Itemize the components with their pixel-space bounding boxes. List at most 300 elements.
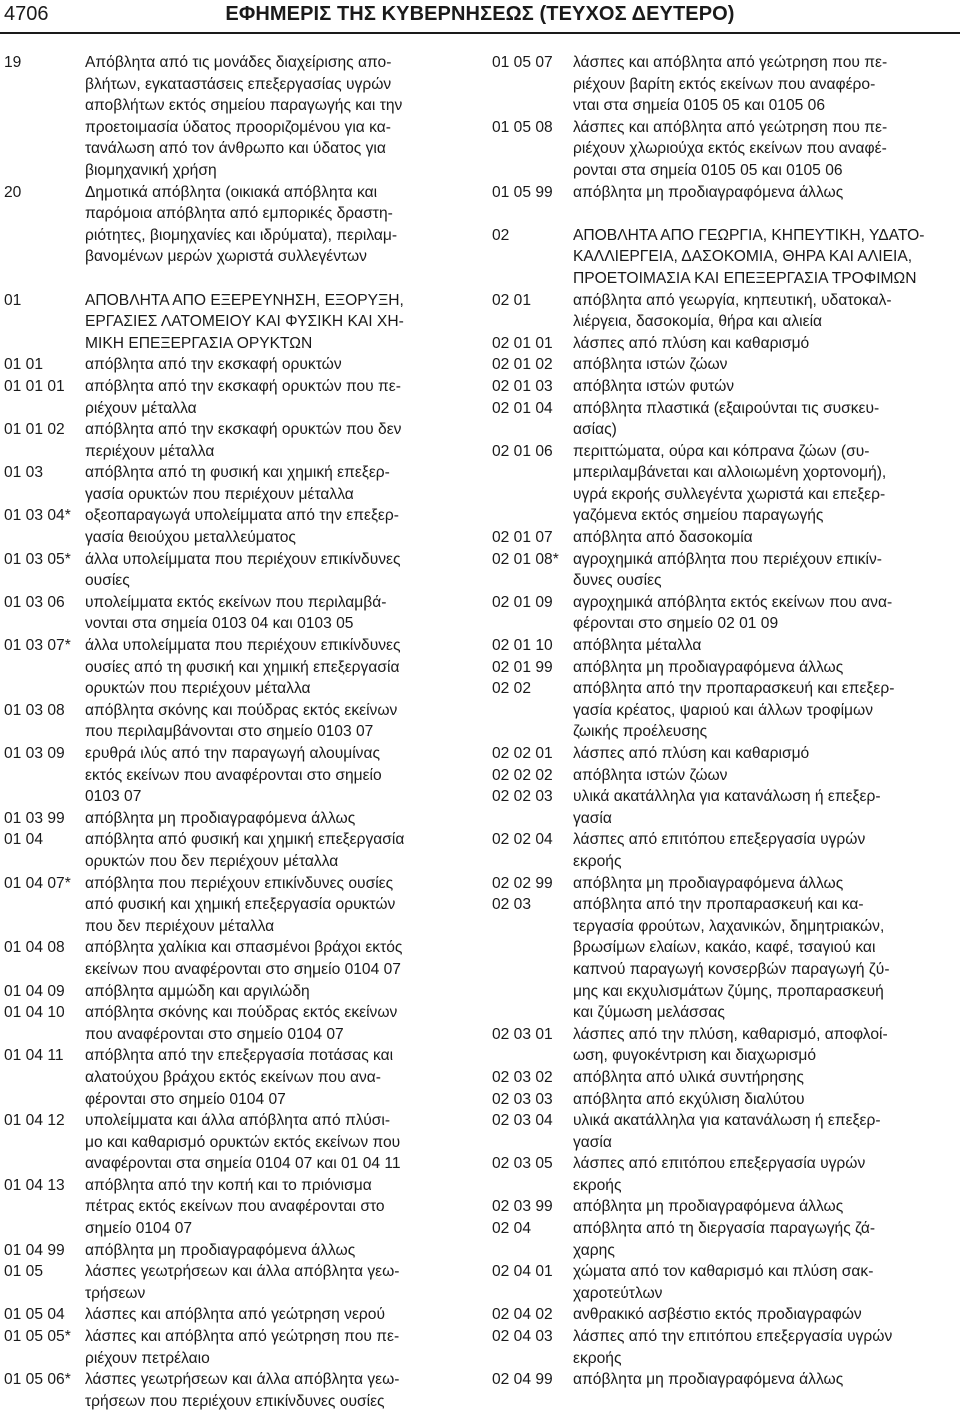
- waste-code-entry: [492, 182, 958, 204]
- description-line: τανάλωση από τον άνθρωπο και ύδατος για: [85, 140, 386, 158]
- description-line: υπολείμματα εκτός εκείνων που περιλαμβά-: [85, 593, 387, 611]
- waste-code: 01 03 99: [4, 809, 65, 827]
- waste-description: [573, 1196, 958, 1218]
- waste-description: [573, 549, 958, 592]
- waste-code-entry: [492, 635, 958, 657]
- waste-description: [85, 419, 470, 462]
- waste-code-entry: [4, 1326, 470, 1369]
- description-line: απόβλητα ιστών ζώων: [573, 766, 728, 784]
- waste-code-entry: [492, 1024, 958, 1067]
- description-line: απόβλητα σκόνης και πούδρας εκτός εκείνων: [85, 701, 398, 719]
- waste-description: [85, 937, 470, 980]
- waste-code-entry: [492, 225, 958, 290]
- waste-code: 01 05 06*: [4, 1371, 71, 1389]
- waste-code: 02 01 01: [492, 334, 553, 352]
- waste-code: 01 01 01: [4, 377, 65, 395]
- description-line: απόβλητα σκόνης και πούδρας εκτός εκείνων: [85, 1004, 398, 1022]
- waste-code: 02 03 05: [492, 1155, 553, 1173]
- description-line: απόβλητα από την εκσκαφή ορυκτών που δεν: [85, 421, 402, 439]
- description-line: απόβλητα ιστών φυτών: [573, 377, 735, 395]
- waste-description: [573, 786, 958, 829]
- waste-code-entry: [492, 1196, 958, 1218]
- waste-code-entry: [492, 1369, 958, 1391]
- description-line: εκροής: [573, 1176, 622, 1194]
- description-line: παρόμοια απόβλητα από εμπορικές δραστη-: [85, 205, 393, 223]
- waste-code: 02 04 01: [492, 1263, 553, 1281]
- description-line: βανομένων μερών χωριστά συλλεγέντων: [85, 248, 367, 266]
- description-line: ΠΡΟΕΤΟΙΜΑΣΙΑ ΚΑΙ ΕΠΕΞΕΡΓΑΣΙΑ ΤΡΟΦΙΜΩΝ: [573, 269, 917, 287]
- waste-description: [85, 1240, 470, 1262]
- waste-code: 02 02 02: [492, 766, 553, 784]
- waste-description: [573, 1304, 958, 1326]
- waste-description: [85, 700, 470, 743]
- waste-description: [573, 657, 958, 679]
- waste-code: 01 03 07*: [4, 637, 71, 655]
- waste-code: 02: [492, 226, 510, 244]
- waste-code: 02 01 10: [492, 637, 553, 655]
- description-line: φέρονται στο σημείο 0104 07: [85, 1090, 286, 1108]
- description-line: απόβλητα αμμώδη και αργιλώδη: [85, 982, 310, 1000]
- description-line: ριότητες, βιομηχανίες και ιδρύματα), περιλαμ-: [85, 226, 398, 244]
- waste-description: [85, 354, 470, 376]
- waste-code-entry: [492, 1304, 958, 1326]
- description-line: ωση, φυγοκέντριση και διαχωρισμό: [573, 1047, 817, 1065]
- waste-description: [573, 354, 958, 376]
- waste-code-entry: [4, 592, 470, 635]
- waste-code: 02 03 01: [492, 1025, 553, 1043]
- description-line: αποβλήτων εκτός σημείου παραγωγής και την: [85, 97, 403, 115]
- waste-description: [573, 1326, 958, 1369]
- description-line: ρονται στα σημεία 0105 05 και 0105 06: [573, 161, 843, 179]
- description-line: απόβλητα μη προδιαγραφόμενα άλλως: [85, 809, 356, 827]
- waste-code-entry: [4, 290, 470, 355]
- waste-description: [573, 1218, 958, 1261]
- waste-code-entry: [4, 1175, 470, 1240]
- waste-code: 01 03 08: [4, 701, 65, 719]
- waste-description: [85, 1002, 470, 1045]
- description-line: απόβλητα μη προδιαγραφόμενα άλλως: [573, 874, 844, 892]
- waste-description: [573, 1153, 958, 1196]
- description-line: λάσπες και απόβλητα από γεώτρηση νερού: [85, 1306, 385, 1324]
- waste-code-entry: [4, 873, 470, 938]
- waste-code-entry: [492, 1326, 958, 1369]
- waste-description: [573, 743, 958, 765]
- description-line: λάσπες από επιτόπου επεξεργασία υγρών: [573, 1155, 866, 1173]
- waste-code: 01 03: [4, 464, 44, 482]
- waste-code-entry: [4, 462, 470, 505]
- description-line: από φυσική και χημική επεξεργασία ορυκτών: [85, 896, 396, 914]
- waste-description: [573, 333, 958, 355]
- waste-description: [573, 1067, 958, 1089]
- description-line: λάσπες γεωτρήσεων και άλλα απόβλητα γεω-: [85, 1263, 400, 1281]
- header-rule: [0, 32, 960, 34]
- waste-code: 02 01 07: [492, 529, 553, 547]
- waste-code-entry: [4, 354, 470, 376]
- waste-description: [573, 290, 958, 333]
- description-line: ριέχουν μέταλλα: [85, 399, 197, 417]
- waste-code: 01 05 07: [492, 54, 553, 71]
- waste-description: [85, 182, 470, 268]
- description-line: δυνες ουσίες: [573, 572, 662, 590]
- waste-code-entry: [492, 354, 958, 376]
- section-spacer: [4, 268, 470, 290]
- waste-description: [85, 52, 470, 182]
- description-line: σημείο 0104 07: [85, 1220, 193, 1238]
- description-line: ριέχουν βαρίτη εκτός εκείνων που αναφέρο-: [573, 75, 876, 93]
- waste-code-entry: [4, 376, 470, 419]
- waste-description: [85, 592, 470, 635]
- waste-code: 02 02: [492, 680, 532, 698]
- waste-description: [573, 52, 958, 117]
- waste-description: [573, 592, 958, 635]
- page-number: 4706: [4, 3, 49, 25]
- description-line: απόβλητα από την εκσκαφή ορυκτών: [85, 356, 342, 374]
- waste-description: [85, 1175, 470, 1240]
- description-line: απόβλητα μέταλλα: [573, 637, 702, 655]
- waste-description: [573, 441, 958, 527]
- description-line: βλήτων, εγκαταστάσεις επεξεργασίας υγρών: [85, 75, 392, 93]
- description-line: περιέχουν μέταλλα: [85, 442, 215, 460]
- description-line: ανθρακικό ασβέστιο εκτός προδιαγραφών: [573, 1306, 862, 1324]
- description-line: χαρης: [573, 1241, 615, 1259]
- description-line: υγρά εκροής συλλεγέντα χωριστά και επεξερ-: [573, 485, 886, 503]
- waste-description: [85, 1326, 470, 1369]
- waste-code: 02 01 08*: [492, 550, 559, 568]
- description-line: που περιλαμβάνονται στο σημείο 0103 07: [85, 723, 374, 741]
- waste-code-entry: [492, 873, 958, 895]
- waste-code-entry: [492, 743, 958, 765]
- waste-code-entry: [492, 894, 958, 1024]
- description-line: απόβλητα από υλικά συντήρησης: [573, 1068, 804, 1086]
- description-line: απόβλητα από την επεξεργασία ποτάσας και: [85, 1047, 394, 1065]
- description-line: μο και καθαρισμό ορυκτών εκτός εκείνων που: [85, 1133, 401, 1151]
- description-line: αναφέρονται στα σημεία 0104 07 και 01 04 11: [85, 1155, 401, 1173]
- waste-code-entry: [492, 829, 958, 872]
- waste-code: 01 04 10: [4, 1004, 65, 1022]
- waste-code-entry: [492, 1110, 958, 1153]
- description-line: απόβλητα μη προδιαγραφόμενα άλλως: [573, 1371, 844, 1389]
- description-line: γασία: [573, 809, 612, 827]
- description-line: απόβλητα που περιέχουν επικίνδυνες ουσίες: [85, 874, 394, 892]
- description-line: εκείνων που αναφέρονται στο σημείο 0104 07: [85, 960, 401, 978]
- waste-description: [573, 1110, 958, 1153]
- description-line: υλικά ακατάλληλα για κατανάλωση ή επεξερ-: [573, 1112, 881, 1130]
- description-line: απόβλητα μη προδιαγραφόμενα άλλως: [573, 1198, 844, 1216]
- waste-code-entry: [4, 937, 470, 980]
- waste-code-entry: [4, 1002, 470, 1045]
- waste-description: [85, 1304, 470, 1326]
- waste-code-entry: [4, 52, 470, 182]
- description-line: τεργασία φρούτων, λαχανικών, δημητριακών,: [573, 917, 885, 935]
- description-line: απόβλητα μη προδιαγραφόμενα άλλως: [85, 1241, 356, 1259]
- description-line: χώματα από τον καθαρισμό και πλύση σακ-: [573, 1263, 874, 1281]
- description-line: γασία ορυκτών που περιέχουν μέταλλα: [85, 485, 354, 503]
- waste-description: [573, 635, 958, 657]
- waste-code: 02 03 99: [492, 1198, 553, 1216]
- waste-code-entry: [492, 786, 958, 829]
- description-line: Απόβλητα από τις μονάδες διαχείρισης απο-: [85, 54, 392, 71]
- waste-code: 02 02 03: [492, 788, 553, 806]
- description-line: νονται στα σημεία 0103 04 και 0103 05: [85, 615, 354, 633]
- description-line: άλλα υπολείμματα που περιέχουν επικίνδυνες: [85, 637, 401, 655]
- waste-description: [85, 376, 470, 419]
- description-line: και ζύμωση μελάσσας: [573, 1004, 725, 1022]
- description-line: λάσπες από την πλύση, καθαρισμό, αποφλοί-: [573, 1025, 888, 1043]
- description-line: ζωικής προέλευσης: [573, 723, 708, 741]
- description-line: ουσίες από τη φυσική και χημική επεξεργασία: [85, 658, 400, 676]
- waste-description: [573, 1261, 958, 1304]
- description-line: ΑΠΟΒΛΗΤΑ ΑΠΟ ΓΕΩΡΓΙΑ, ΚΗΠΕΥΤΙΚΗ, ΥΔΑΤΟ-: [573, 226, 925, 244]
- waste-description: [573, 182, 958, 204]
- description-line: απόβλητα από εκχύλιση διαλύτου: [573, 1090, 805, 1108]
- waste-description: [573, 765, 958, 787]
- waste-code: 01 05 05*: [4, 1328, 71, 1346]
- description-line: γασία: [573, 1133, 612, 1151]
- description-line: οξεοπαραγωγά υπολείμματα από την επεξερ-: [85, 507, 399, 525]
- description-line: βιομηχανική χρήση: [85, 161, 217, 179]
- right-column: [492, 52, 958, 1391]
- waste-code-entry: [492, 52, 958, 117]
- description-line: ασίας): [573, 421, 617, 439]
- waste-code: 01 03 04*: [4, 507, 71, 525]
- waste-description: [85, 635, 470, 700]
- description-line: υπολείμματα και άλλα απόβλητα από πλύσι-: [85, 1112, 391, 1130]
- waste-code: 01 03 05*: [4, 550, 71, 568]
- waste-code: 01 04: [4, 831, 44, 849]
- description-line: φέρονται στο σημείο 02 01 09: [573, 615, 779, 633]
- description-line: άλλα υπολείμματα που περιέχουν επικίνδυνες: [85, 550, 401, 568]
- waste-code-entry: [4, 700, 470, 743]
- waste-code-entry: [492, 376, 958, 398]
- description-line: πέτρας εκτός εκείνων που αναφέρονται στο: [85, 1198, 385, 1216]
- description-line: λιέργεια, δασοκομία, θήρα και αλιεία: [573, 313, 823, 331]
- waste-code-entry: [492, 678, 958, 743]
- waste-description: [573, 829, 958, 872]
- waste-code-entry: [492, 549, 958, 592]
- waste-code-entry: [492, 592, 958, 635]
- waste-code-entry: [492, 765, 958, 787]
- waste-code-entry: [492, 290, 958, 333]
- waste-code-entry: [492, 441, 958, 527]
- waste-code: 01 04 08: [4, 939, 65, 957]
- waste-description: [85, 290, 470, 355]
- waste-code-entry: [4, 1369, 470, 1412]
- waste-code-entry: [4, 829, 470, 872]
- waste-code-entry: [4, 549, 470, 592]
- description-line: εκτός εκείνων που αναφέρονται στο σημείο: [85, 766, 382, 784]
- waste-code-entry: [492, 333, 958, 355]
- waste-code-entry: [4, 1045, 470, 1110]
- description-line: απόβλητα από γεωργία, κηπευτική, υδατοκαλ-: [573, 291, 892, 309]
- description-line: γασία κρέατος, ψαριού και άλλων τροφίμων: [573, 701, 874, 719]
- waste-code: 02 04 99: [492, 1371, 553, 1389]
- waste-code: 02 02 99: [492, 874, 553, 892]
- waste-code-entry: [4, 635, 470, 700]
- description-line: ριέχουν πετρέλαιο: [85, 1349, 210, 1367]
- description-line: μπεριλαμβάνεται και αλλοιωμένη χορτονομή),: [573, 464, 887, 482]
- description-line: αγροχημικά απόβλητα που περιέχουν επικίν-: [573, 550, 882, 568]
- description-line: χαροτεύτλων: [573, 1284, 663, 1302]
- waste-code: 02 03 02: [492, 1068, 553, 1086]
- waste-code: 02 01 04: [492, 399, 553, 417]
- description-line: λάσπες και απόβλητα από γεώτρηση που πε-: [573, 54, 888, 71]
- description-line: γασία θειούχου μεταλλεύματος: [85, 529, 296, 547]
- waste-description: [85, 505, 470, 548]
- waste-code: 02 04 03: [492, 1328, 553, 1346]
- waste-description: [85, 1045, 470, 1110]
- waste-code: 01 04 99: [4, 1241, 65, 1259]
- waste-code-entry: [492, 117, 958, 182]
- description-line: τρήσεων που περιέχουν επικίνδυνες ουσίες: [85, 1392, 385, 1410]
- waste-code-entry: [4, 808, 470, 830]
- description-line: αγροχημικά απόβλητα εκτός εκείνων που ανα-: [573, 593, 893, 611]
- description-line: υλικά ακατάλληλα για κατανάλωση ή επεξερ-: [573, 788, 881, 806]
- waste-code: 02 01 02: [492, 356, 553, 374]
- description-line: λάσπες από επιτόπου επεξεργασία υγρών: [573, 831, 866, 849]
- waste-code-entry: [4, 743, 470, 808]
- description-line: απόβλητα μη προδιαγραφόμενα άλλως: [573, 183, 844, 201]
- description-line: γαζόμενα εκτός σημείου παραγωγής: [573, 507, 824, 525]
- description-line: Δημοτικά απόβλητα (οικιακά απόβλητα και: [85, 183, 378, 201]
- waste-code-entry: [492, 1153, 958, 1196]
- description-line: ουσίες: [85, 572, 130, 590]
- description-line: λάσπες και απόβλητα από γεώτρηση που πε-: [573, 118, 888, 136]
- waste-code-entry: [492, 1261, 958, 1304]
- description-line: αλατούχου βράχου εκτός εκείνων που ανα-: [85, 1068, 381, 1086]
- left-column: [4, 52, 470, 1412]
- description-line: απόβλητα από φυσική και χημική επεξεργασία: [85, 831, 405, 849]
- waste-description: [85, 1369, 470, 1412]
- description-line: προετοιμασία ύδατος προοριζομένου για κα-: [85, 118, 391, 136]
- description-line: λάσπες από την επιτόπου επεξεργασία υγρών: [573, 1328, 893, 1346]
- description-line: απόβλητα από την εκσκαφή ορυκτών που πε-: [85, 377, 401, 395]
- waste-description: [573, 894, 958, 1024]
- waste-description: [573, 873, 958, 895]
- waste-code: 01 03 09: [4, 745, 65, 762]
- waste-code: 02 01 06: [492, 442, 553, 460]
- description-line: απόβλητα πλαστικά (εξαιρούνται τις συσκευ-: [573, 399, 880, 417]
- waste-description: [85, 549, 470, 592]
- waste-code: 02 02 01: [492, 745, 553, 762]
- waste-code: 02 04: [492, 1220, 532, 1238]
- waste-code-entry: [4, 1110, 470, 1175]
- waste-code: 02 01: [492, 291, 532, 309]
- waste-code: 02 01 09: [492, 593, 553, 611]
- waste-code-entry: [492, 1067, 958, 1089]
- gazette-title: ΕΦΗΜΕΡΙΣ ΤΗΣ ΚΥΒΕΡΝΗΣΕΩΣ (ΤΕΥΧΟΣ ΔΕΥΤΕΡΟ): [225, 3, 735, 25]
- waste-code: 01 04 09: [4, 982, 65, 1000]
- waste-description: [85, 1110, 470, 1175]
- description-line: απόβλητα από τη διεργασία παραγωγής ζά-: [573, 1220, 876, 1238]
- waste-description: [85, 829, 470, 872]
- description-line: λάσπες γεωτρήσεων και άλλα απόβλητα γεω-: [85, 1371, 400, 1389]
- description-line: εκροής: [573, 1349, 622, 1367]
- waste-code: 01 01 02: [4, 421, 65, 439]
- waste-description: [573, 376, 958, 398]
- description-line: απόβλητα ιστών ζώων: [573, 356, 728, 374]
- waste-code-entry: [4, 182, 470, 268]
- description-line: ΜΙΚΗ ΕΠΕΞΕΡΓΑΣΙΑ ΟΡΥΚΤΩΝ: [85, 334, 313, 352]
- waste-description: [85, 981, 470, 1003]
- description-line: απόβλητα μη προδιαγραφόμενα άλλως: [573, 658, 844, 676]
- description-line: περιττώματα, ούρα και κόπρανα ζώων (συ-: [573, 442, 870, 460]
- description-line: που δεν περιέχουν μέταλλα: [85, 917, 275, 935]
- waste-description: [573, 398, 958, 441]
- waste-description: [85, 873, 470, 938]
- waste-description: [573, 527, 958, 549]
- waste-code: 01 05 04: [4, 1306, 65, 1324]
- waste-description: [85, 1261, 470, 1304]
- description-line: ερυθρά ιλύς από την παραγωγή αλουμίνας: [85, 745, 381, 762]
- waste-code: 19: [4, 54, 22, 71]
- description-line: 0103 07: [85, 788, 142, 806]
- description-line: βρωσίμων ελαίων, κακάο, καφέ, τσαγιού και: [573, 939, 876, 957]
- description-line: απόβλητα από την προπαρασκευή και κα-: [573, 896, 864, 914]
- waste-code: 01 04 13: [4, 1176, 65, 1194]
- waste-code-entry: [4, 1261, 470, 1304]
- description-line: λάσπες από πλύση και καθαρισμό: [573, 745, 810, 762]
- waste-code-entry: [492, 398, 958, 441]
- waste-code-entry: [4, 981, 470, 1003]
- description-line: λάσπες και απόβλητα από γεώτρηση που πε-: [85, 1328, 400, 1346]
- waste-code: 02 04 02: [492, 1306, 553, 1324]
- waste-code: 02 01 03: [492, 377, 553, 395]
- description-line: ΑΠΟΒΛΗΤΑ ΑΠΟ ΕΞΕΡΕΥΝΗΣΗ, ΕΞΟΡΥΞΗ,: [85, 291, 404, 309]
- description-line: ορυκτών που περιέχουν μέταλλα: [85, 680, 311, 698]
- waste-code: 02 03 04: [492, 1112, 553, 1130]
- description-line: απόβλητα από την κοπή και το πριόνισμα: [85, 1176, 372, 1194]
- description-line: λάσπες από πλύση και καθαρισμό: [573, 334, 810, 352]
- waste-code: 20: [4, 183, 22, 201]
- description-line: εκροής: [573, 852, 622, 870]
- waste-description: [85, 462, 470, 505]
- waste-code: 01 01: [4, 356, 44, 374]
- waste-code: 01 05 99: [492, 183, 553, 201]
- waste-code: 02 01 99: [492, 658, 553, 676]
- description-line: ΚΑΛΛΙΕΡΓΕΙΑ, ΔΑΣΟΚΟΜΙΑ, ΘΗΡΑ ΚΑΙ ΑΛΙΕΙΑ,: [573, 248, 913, 266]
- waste-code-entry: [4, 419, 470, 462]
- waste-code: 01: [4, 291, 22, 309]
- waste-code-entry: [4, 505, 470, 548]
- description-line: ΕΡΓΑΣΙΕΣ ΛΑΤΟΜΕΙΟΥ ΚΑΙ ΦΥΣΙΚΗ ΚΑΙ ΧΗ-: [85, 313, 404, 331]
- waste-description: [573, 117, 958, 182]
- waste-code: 02 02 04: [492, 831, 553, 849]
- waste-description: [573, 1089, 958, 1111]
- description-line: απόβλητα χαλίκια και σπασμένοι βράχοι εκτός: [85, 939, 403, 957]
- description-line: ριέχουν χλωριούχα εκτός εκείνων που αναφέ-: [573, 140, 887, 158]
- waste-description: [85, 743, 470, 808]
- section-spacer: [492, 203, 958, 225]
- waste-code: 01 04 11: [4, 1047, 64, 1065]
- waste-code: 01 03 06: [4, 593, 65, 611]
- waste-code: 02 03: [492, 896, 532, 914]
- waste-code-entry: [492, 1218, 958, 1261]
- waste-code: 01 04 12: [4, 1112, 65, 1130]
- description-line: απόβλητα από τη φυσική και χημική επεξερ-: [85, 464, 390, 482]
- waste-code-entry: [492, 527, 958, 549]
- waste-code-entry: [4, 1304, 470, 1326]
- waste-code: 02 03 03: [492, 1090, 553, 1108]
- waste-code: 01 05 08: [492, 118, 553, 136]
- waste-description: [573, 225, 958, 290]
- description-line: απόβλητα από δασοκομία: [573, 529, 753, 547]
- waste-description: [85, 808, 470, 830]
- waste-code: 01 04 07*: [4, 874, 71, 892]
- description-line: απόβλητα από την προπαρασκευή και επεξερ-: [573, 680, 895, 698]
- description-line: μης και εκχυλισμάτων ζύμης, προπαρασκευή: [573, 982, 884, 1000]
- waste-code: 01 05: [4, 1263, 44, 1281]
- waste-description: [573, 678, 958, 743]
